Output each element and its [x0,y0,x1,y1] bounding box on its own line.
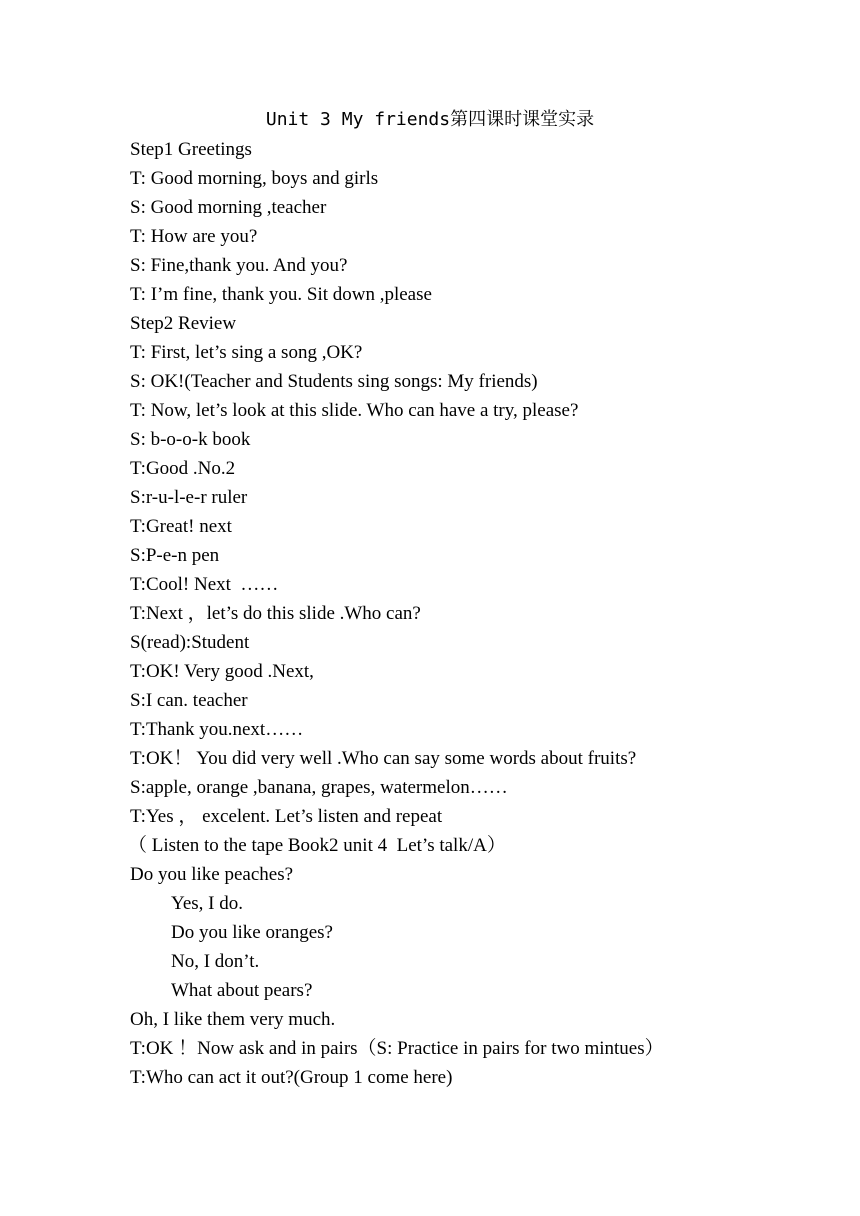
transcript-line: No, I don’t. [171,951,260,972]
transcript-line: T:Great! next [130,516,232,537]
transcript-lines [130,135,750,1092]
transcript-line: T:Thank you.next…… [130,719,304,740]
transcript-line: T: How are you? [130,226,258,247]
transcript-line: T: I’m fine, thank you. Sit down ,please [130,284,432,305]
transcript-line: Step1 Greetings [130,139,252,160]
transcript-line: T:Good .No.2 [130,458,236,479]
transcript-line: T:Cool! Next …… [130,574,279,595]
transcript-line: S: Good morning ,teacher [130,197,327,218]
transcript-line: S: b-o-o-k book [130,429,251,450]
transcript-line: S(read):Student [130,632,250,653]
transcript-line: S:I can. teacher [130,690,248,711]
transcript-line: Step2 Review [130,313,237,334]
transcript-line: S:r-u-l-e-r ruler [130,487,248,508]
transcript-line: S:apple, orange ,banana, grapes, watermelon…… [130,777,508,798]
document-title: Unit 3 My friends第四课时课堂实录 [265,109,595,130]
transcript-line: T: Now, let’s look at this slide. Who can have a try, please? [130,400,579,421]
transcript-line: S:P-e-n pen [130,545,220,566]
transcript-line: S: Fine,thank you. And you? [130,255,348,276]
transcript-line: T:OK！ You did very well .Who can say some words about fruits? [130,748,637,769]
transcript-line: T:Who can act it out?(Group 1 come here) [130,1067,453,1088]
transcript-line: What about pears? [171,980,313,1001]
transcript-line: T:OK ！Now ask and in pairs（S: Practice in pairs for two mintues） [130,1038,664,1059]
transcript-line: T:Yes ， excelent. Let’s listen and repeat [130,806,443,827]
transcript-line: T: Good morning, boys and girls [130,168,379,189]
transcript-line: Do you like peaches? [130,864,294,885]
transcript-line: T: First, let’s sing a song ,OK? [130,342,363,363]
transcript-line: （ Listen to the tape Book2 unit 4 Let’s talk/A） [128,835,506,856]
transcript-line: S: OK!(Teacher and Students sing songs: My friends) [130,371,538,392]
transcript-line: Do you like oranges? [171,922,333,943]
transcript-line: T:Next ，let’s do this slide .Who can? [130,603,421,624]
transcript-line: Oh, I like them very much. [130,1009,336,1030]
transcript-line: T:OK! Very good .Next, [130,661,314,682]
transcript-line: Yes, I do. [171,893,243,914]
